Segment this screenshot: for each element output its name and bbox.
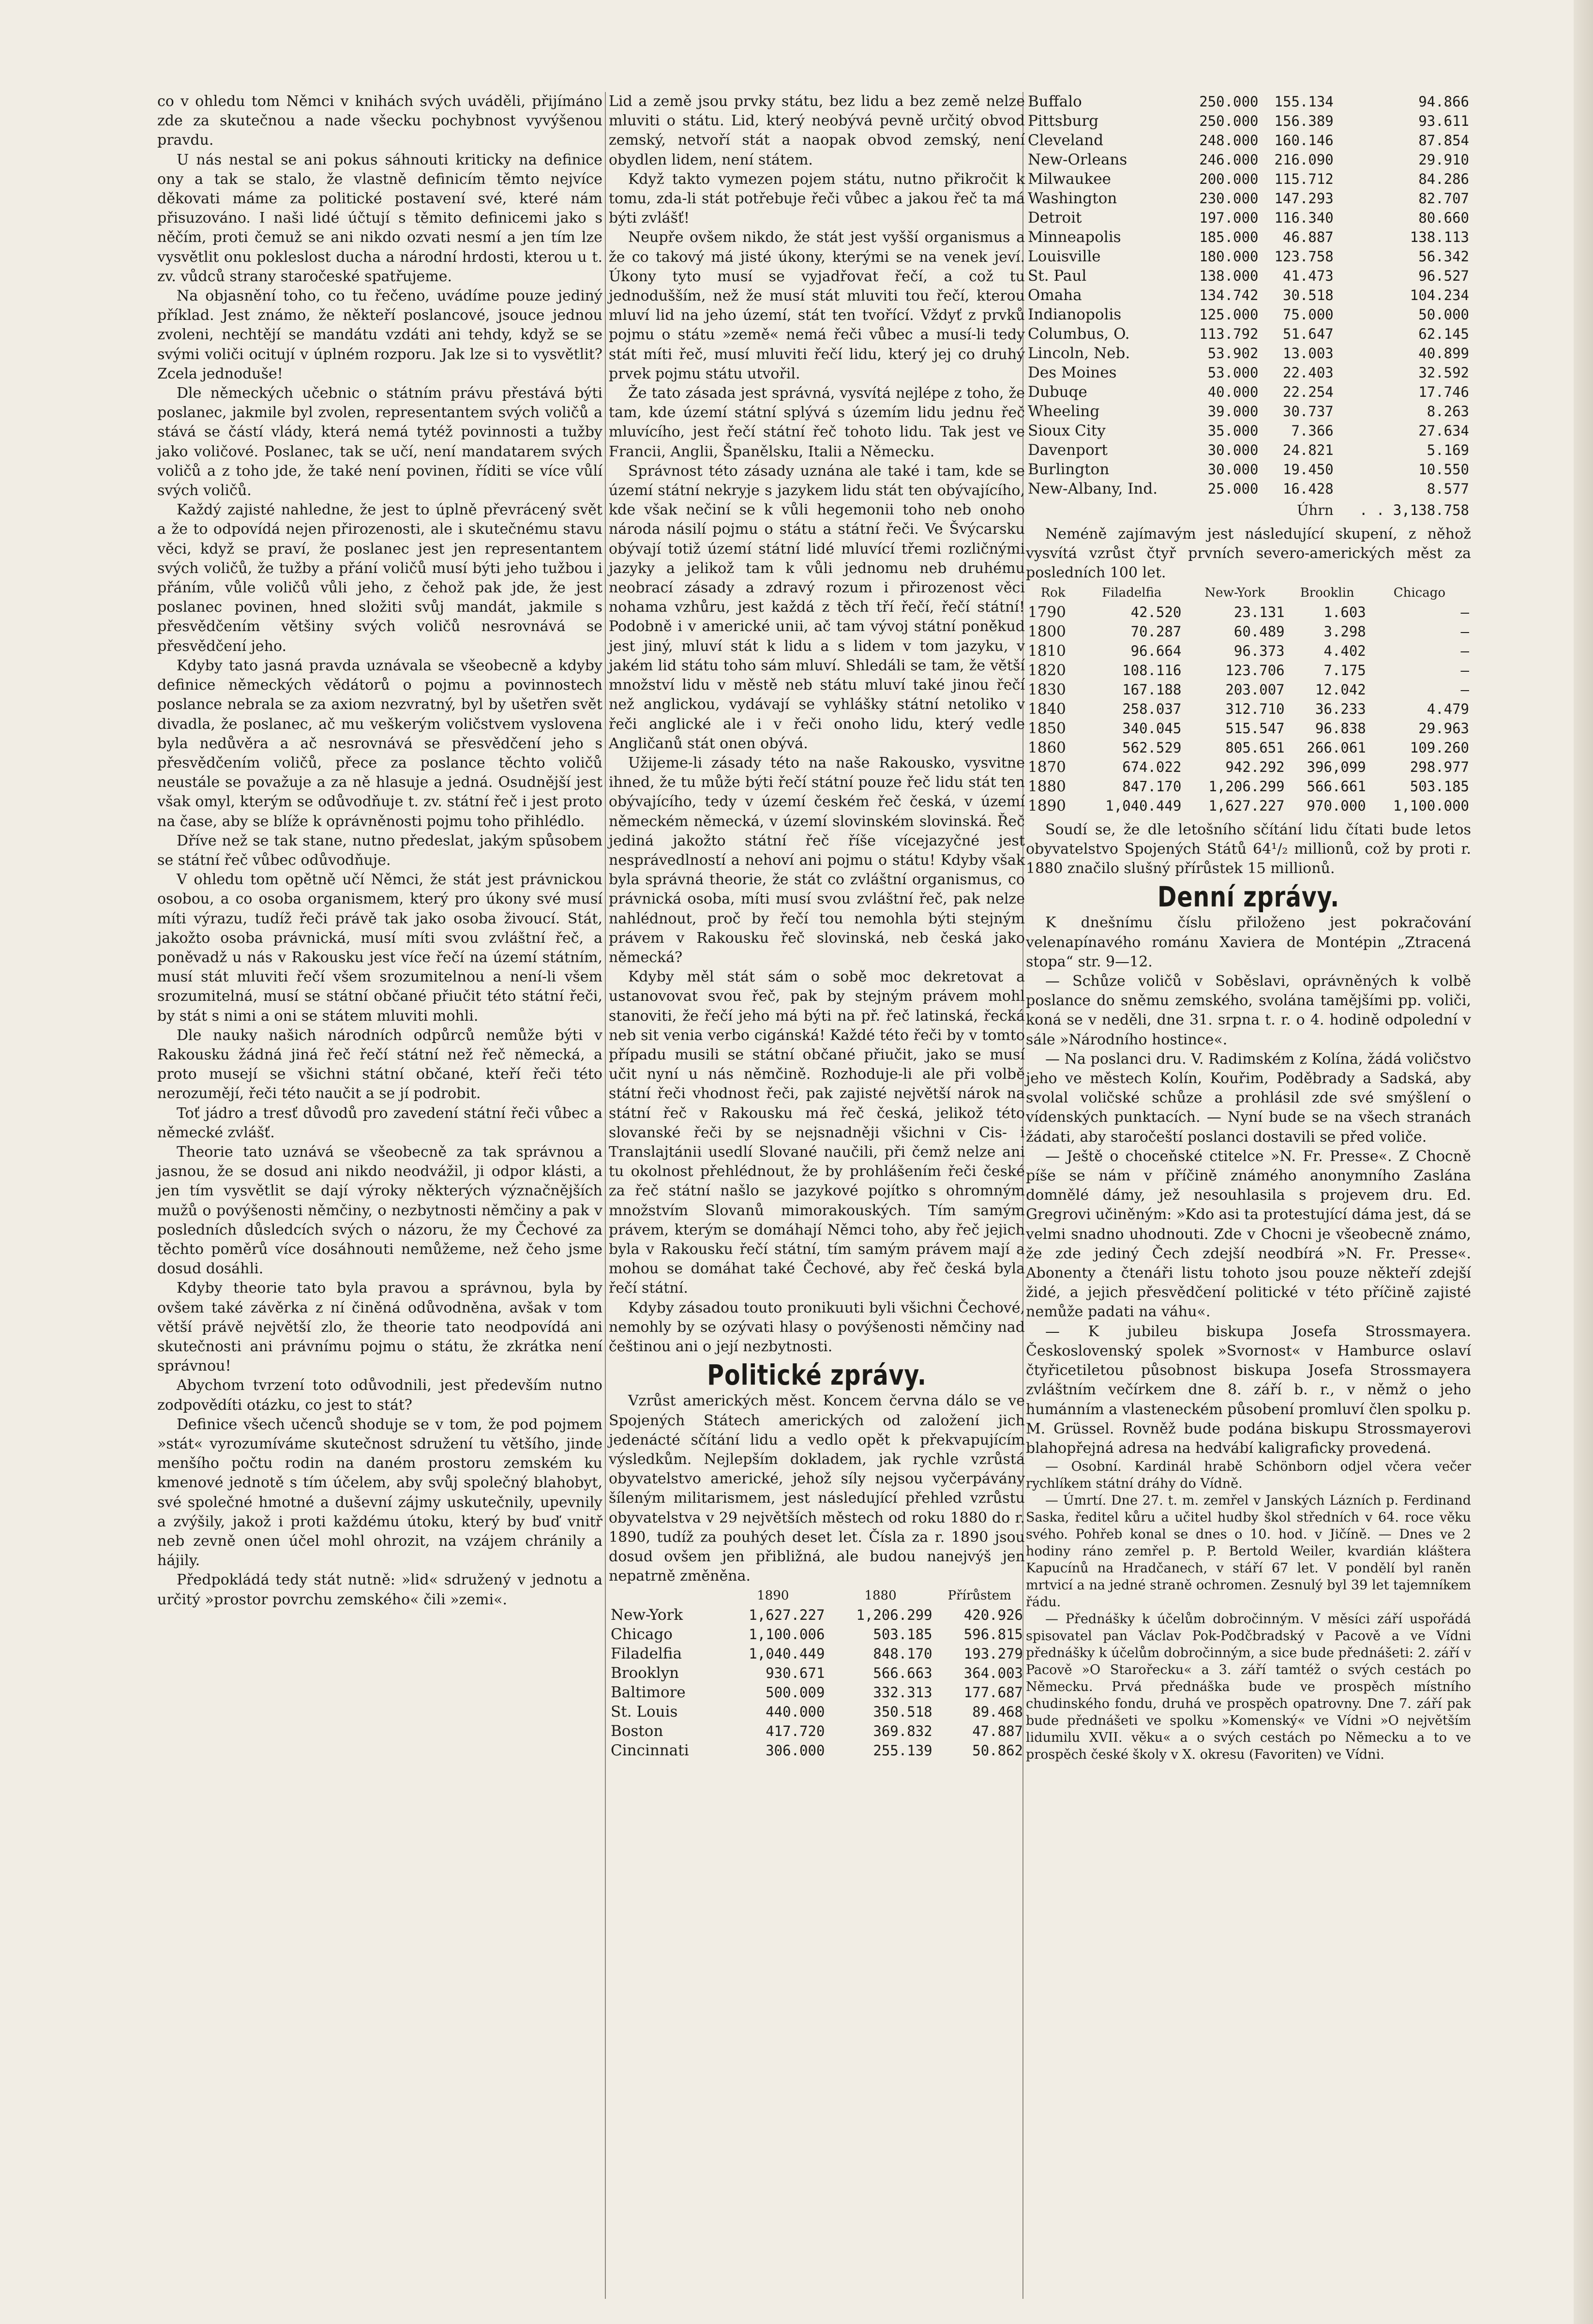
table-cell-label: Washington	[1028, 190, 1117, 207]
paragraph: Když takto vymezen pojem státu, nutno přikročit k tomu, zda-li stát potřebuje řeči vůbec a jakou řeč ta má býti zvlášť!	[609, 170, 1025, 227]
table-cell-label: 1890	[1028, 797, 1066, 815]
table-row	[1026, 796, 1471, 815]
table-cell-value: 155.134	[1274, 93, 1334, 110]
news-item: — Na poslanci dru. V. Radimském z Kolína, žádá voličstvo jeho ve městech Kolín, Kouřim, Poděbrady a Sadská, aby svolal voličské schůze a prohlásil zde své smýšlení o vídenských punktacích. — Nyní bude se na všech stranách žádati, aby staročeští poslanci dostavili se před voliče.	[1026, 1050, 1471, 1146]
table-cell-value: 203.007	[1225, 681, 1285, 698]
total-value: . . 3,138.758	[1359, 502, 1469, 518]
table-header-cell: 1880	[864, 1588, 897, 1603]
table-row	[1026, 131, 1471, 150]
table-cell-value: 60.489	[1233, 623, 1285, 640]
table-row	[1026, 150, 1471, 169]
table-cell-value: 30.000	[1207, 442, 1259, 458]
table-cell-value: 160.146	[1274, 132, 1334, 149]
table-cell-value: 503.185	[873, 1626, 932, 1643]
table-header-cell: Chicago	[1393, 585, 1446, 600]
paragraph: Soudí se, že dle letošního sčítání lidu čítati bude letos obyvatelstvo Spojených Států 64¹/₂ millionů, což by proti r. 1880 značilo slušný přírůstek 15 millionů.	[1026, 821, 1471, 877]
table-row	[1026, 247, 1471, 266]
table-cell-value: 417.720	[766, 1723, 825, 1740]
table-cell-label: 1880	[1028, 777, 1066, 795]
table-cell-value: 250.000	[1199, 93, 1259, 110]
table-row	[1026, 189, 1471, 208]
table-cell-value: 32.592	[1418, 364, 1469, 381]
table-cell-value: 7.366	[1291, 423, 1334, 439]
paragraph: Kdyby zásadou touto pronikuuti byli všichni Čechové, nemohly by se ozývati hlasy o povýšenosti němčiny nad češtinou ani o její nezbytnosti.	[609, 1299, 1025, 1355]
news-item: K dnešnímu číslu přiloženo jest pokračování velenapínavého románu Xaviera de Montépin „Ztracená stopa“ str. 9—12.	[1026, 914, 1471, 970]
table-cell-value: 369.832	[873, 1723, 932, 1740]
table-cell-value: 185.000	[1199, 229, 1259, 245]
table-cell-value: 197.000	[1199, 210, 1259, 226]
table-cell-label: Detroit	[1028, 209, 1082, 226]
table-cell-value: 29.910	[1418, 151, 1469, 168]
table-cell-label: 1810	[1028, 642, 1066, 660]
table-cell-value: 51.647	[1282, 326, 1334, 342]
column-1	[157, 92, 602, 1610]
table-cell-value: 12.042	[1315, 681, 1366, 698]
table-cell-value: 942.292	[1225, 758, 1285, 775]
table-cell-label: Minneapolis	[1028, 228, 1121, 246]
table-cell-value: 35.000	[1207, 423, 1259, 439]
table-cell-value: —	[1460, 623, 1469, 640]
table-cell-value: 805.651	[1225, 739, 1285, 756]
hundred-years-table	[1026, 583, 1471, 815]
table-row	[1026, 622, 1471, 641]
table-cell-value: 84.286	[1418, 171, 1469, 187]
paragraph: Toť jádro a tresť důvodů pro zavedení státní řeči vůbec a německé zvlášť.	[157, 1104, 602, 1141]
table-cell-value: 566.663	[873, 1665, 932, 1682]
table-cell-value: 10.550	[1418, 461, 1469, 478]
table-header-row	[609, 1586, 1025, 1605]
table-cell-value: 125.000	[1199, 306, 1259, 323]
paragraph: Kdyby theorie tato byla pravou a správnou, byla by ovšem také závěrka z ní činěná odůvodněna, avšak v tom větší právě největší zlo, že theorie tato neodpovídá ani skutečnosti ani právnímu pojmu o státu, že zkrátka není správnou!	[157, 1280, 602, 1375]
table-header-cell: Rok	[1040, 585, 1066, 600]
table-cell-value: 25.000	[1207, 481, 1259, 497]
table-row	[1026, 92, 1471, 111]
table-cell-label: Brooklyn	[611, 1664, 679, 1682]
table-row	[1026, 699, 1471, 719]
table-cell-value: 109.260	[1410, 739, 1469, 756]
table-row	[1026, 603, 1471, 622]
table-cell-label: Indianopolis	[1028, 306, 1122, 323]
table-row	[609, 1644, 1025, 1663]
table-cell-value: 40.000	[1207, 384, 1259, 400]
table-cell-label: Columbus, O.	[1028, 325, 1130, 343]
table-cell-label: Lincoln, Neb.	[1028, 345, 1130, 362]
table-cell-value: 250.000	[1199, 113, 1259, 129]
table-cell-value: 1.603	[1323, 604, 1366, 620]
table-cell-value: 29.963	[1418, 720, 1469, 737]
table-cell-value: 3.298	[1323, 623, 1366, 640]
table-cell-label: Cincinnati	[611, 1742, 689, 1760]
table-cell-value: 177.687	[963, 1684, 1023, 1701]
table-cell-value: 248.000	[1199, 132, 1259, 149]
table-header-cell: 1890	[757, 1588, 789, 1603]
table-cell-value: 80.660	[1418, 210, 1469, 226]
table-cell-value: 1,627.227	[749, 1607, 825, 1624]
table-cell-value: 22.254	[1282, 384, 1334, 400]
table-row	[609, 1605, 1025, 1625]
paragraph: Vzrůst amerických měst. Koncem června dálo se ve Spojených Státech amerických od založení jich jedenácté sčítání lidu a vedlo opět k překvapujícím výsledkům. Nejlepším dokladem, jak rychle vzrůstá obyvatelstvo americké, jehož síly nejsou vyčerpávány šíleným militarismem, jest následující přehled vzrůstu obyvatelstva v 29 největších městech od roku 1880 do r. 1890, tudíž za pouhých deset let. Čísla za r. 1890 jsou dosud ovšem jen přibližná, ale budou nanejvýš jen nepatrně změněna.	[609, 1392, 1025, 1585]
table-row	[1026, 680, 1471, 699]
paragraph: Užijeme-li zásady této na naše Rakousko, vysvitne ihned, že tu může býti řečí státní pouze řeč lidu stát ten obývajícího, tedy v území českém řeč česká, v území německém německá, v území slovinském slovinská. Řeč jediná jakožto státní řeč říše vícejazyčné jest nesprávedlností a nehoví ani pojmu o státu! Kdyby však byla správná theorie, že stát co zvláštní organismus, co právnická osoba, míti musí svou zvláštní řeč, pak nelze nahlédnout, proč by řečí tou nemohla býti stejným právem v Rakousku řeč slovinská, neb česká jako německá?	[609, 754, 1025, 966]
table-body	[1026, 603, 1471, 815]
paragraph: co v ohledu tom Němci v knihách svých uváděli, přijímáno zde za skutečnou a nade všecku pochybnost vyvýšenou pravdu.	[157, 93, 602, 149]
table-cell-value: 255.139	[873, 1742, 932, 1759]
table-cell-value: 396,099	[1307, 758, 1366, 775]
column-rule-left	[605, 92, 606, 2299]
table-cell-value: 56.342	[1418, 248, 1469, 265]
table-cell-value: 42.520	[1130, 604, 1182, 620]
paragraph: Každý zajisté nahledne, že jest to úplně převrácený svět a že to odpovídá nejen přirozenosti, ale i skutečnému stavu věci, když se praví, že poslanec jest jen representantem svých voličů, že tužby a přání voličů musí býti jeho tužbou i přáním, vůle voličů vůli jeho, z čehož pak jde, že jest poslanec povinen, hned složiti svůj mandát, jakmile s přesvědčením většiny svých voličů nesrovnává se přesvědčení jeho.	[157, 501, 602, 655]
table-row	[609, 1683, 1025, 1702]
paragraph: Předpokládá tedy stát nutně: »lid« sdružený v jednotu a určitý »prostor povrchu zemského« čili »zemi«.	[157, 1571, 602, 1608]
table-row	[1026, 344, 1471, 363]
table-cell-label: 1850	[1028, 719, 1066, 737]
column-2	[609, 92, 1025, 1760]
table-cell-label: Des Moines	[1028, 364, 1117, 381]
table-cell-label: 1830	[1028, 680, 1066, 698]
table-row	[1026, 479, 1471, 498]
paragraph: Neméně zajímavým jest následující skupení, z něhož vysvítá vzrůst čtyř prvních severo-amerických měst za posledních 100 let.	[1026, 526, 1471, 582]
table-row	[1026, 382, 1471, 402]
table-cell-value: 1,627.227	[1208, 797, 1285, 814]
news-item: — Osobní. Kardinál hrabě Schönborn odjel včera večer rychlíkem státní dráhy do Vídně.	[1026, 1459, 1471, 1492]
table-cell-value: 1,100.000	[1393, 797, 1469, 814]
section-title-politicke-zpravy: Politické zprávy.	[707, 1358, 927, 1392]
table-cell-value: —	[1460, 604, 1469, 620]
table-row	[1026, 266, 1471, 286]
table-row	[609, 1702, 1025, 1721]
table-cell-value: 82.707	[1418, 190, 1469, 207]
table-cell-value: 340.045	[1122, 720, 1182, 737]
table-cell-value: 96.838	[1315, 720, 1366, 737]
table-row	[1026, 305, 1471, 324]
table-row	[1026, 169, 1471, 189]
table-cell-value: 89.468	[972, 1704, 1023, 1720]
section-title-denni-zpravy: Denní zprávy.	[1157, 880, 1339, 914]
paragraph: Na objasnění toho, co tu řečeno, uvádíme pouze jediný příklad. Jest známo, že někteří poslancové, jsouce jednou zvoleni, nechtějí se mandátu vzdáti ani tehdy, když se se svými voliči ocitují v úplném rozporu. Jak lze si to vysvětlit? Zcela jednoduše!	[157, 287, 602, 382]
table-row	[1026, 440, 1471, 460]
table-cell-value: 1,040.449	[1105, 797, 1182, 814]
page-fold-shadow	[1574, 0, 1593, 2324]
table-cell-value: 515.547	[1225, 720, 1285, 737]
table-cell-value: 23.131	[1233, 604, 1285, 620]
table-cell-label: Cleveland	[1028, 132, 1104, 149]
table-cell-label: Pittsburg	[1028, 112, 1099, 130]
paragraph: Kdyby tato jasná pravda uznávala se všeobecně a kdyby definice německých vědátorů o pojmu a povinnostech poslance nebrala se za axiom nezvratný, byl by ušetřen svět divadla, že poslanec, ač mu veškerým voličstvem vyslovena byla nedůvěra a ač nesrovnává se přesvědčení jeho s přesvědčením voličů, přece za poslance těchto voličů neustále se považuje a za ně hlasuje a jedná. Osudnější jest však omyl, kterým se odůvodňuje t. zv. státní řeč i jest proto na čase, aby se blíže k oprávněnosti pojmu toho přihlédlo.	[157, 657, 602, 830]
table-cell-label: Davenport	[1028, 441, 1108, 459]
paragraph: Theorie tato uznává se všeobecně za tak správnou a jasnou, že se dosud ani nikdo neodvážil, ji odpor klásti, a jen tím vysvětlit se dají výroky některých význačnějších mužů o povýšenosti němčiny, o nezbytnosti němčiny a pak v posledních důsledcích svých o názoru, že my Čechové za těchto poměrů více dosáhnouti nemůžeme, než čeho jsme dosud dosáhli.	[157, 1143, 602, 1278]
total-label: Úhrn	[1297, 502, 1334, 518]
table-cell-label: New-Albany, Ind.	[1028, 480, 1158, 498]
news-item: — Úmrtí. Dne 27. t. m. zemřel v Janských Lázních p. Ferdinand Saska, ředitel kůru a učitel hudby škol středních v 64. roce věku svého. Pohřeb konal se dnes o 10. hod. v Jičíně. — Dnes ve 2 hodiny ráno zemřel p. P. Bertold Weiler, kvardián kláštera Kapucínů na Hradčanech, v stáří 67 let. V pondělí byl raněn mrtvicí a na jedné straně ochromen. Zesnulý byl 39 let tajemníkem řádu.	[1026, 1493, 1471, 1610]
table-cell-value: 22.403	[1282, 364, 1334, 381]
table-cell-label: Baltimore	[611, 1684, 686, 1702]
table-row	[1026, 719, 1471, 738]
table-cell-value: 108.116	[1122, 662, 1182, 679]
paragraph: Definice všech učenců shoduje se v tom, že pod pojmem »stát« vyrozumíváme skutečnost sdružení tu většího, jinde menšího počtu rodin na daném prostoru zemském ku kmenové jednotě s tím účelem, aby svůj společný blahobyt, své společné hmotné a duševní zájmy uskutečnily, upevnily a zvýšily, jakož i proti každému útoku, který by buď vnitř neb zevně onen účel mohl ohrozit, na vzájem chránily a hájily.	[157, 1416, 602, 1569]
table-cell-value: 193.279	[963, 1645, 1023, 1662]
paragraph: Abychom tvrzení toto odůvodnili, jest především nutno zodpovědíti otázku, co jest to stát?	[157, 1377, 602, 1414]
table-cell-value: 180.000	[1199, 248, 1259, 265]
table-cell-label: Louisville	[1028, 248, 1101, 265]
table-cell-value: 1,040.449	[749, 1645, 825, 1662]
table-row	[609, 1741, 1025, 1760]
paragraph: Dříve než se tak stane, nutno předeslat, jakým spůsobem se státní řeč vůbec odůvodňuje.	[157, 832, 602, 869]
table-cell-value: 420.926	[963, 1607, 1023, 1624]
table-cell-label: Filadelfia	[611, 1645, 682, 1663]
table-cell-value: 104.234	[1410, 287, 1469, 303]
paragraph: V ohledu tom opětně učí Němci, že stát jest právnickou osobou, a co osoba organismem, který pro úkony své musí míti výrazu, tudíž řeči právě tak jako osoba živoucí. Stát, jakožto osoba právnická, musí míti svou zvláštní řeč, a poněvadž u nás v Rakousku jest více řečí na území státním, musí stát mluviti řečí všem srozumitelnou a není-li všem srozumitelná, musí se státní občané přiučit této státní řeči, by stát s nimi a oni se státem mluviti mohli.	[157, 871, 602, 1025]
table-cell-value: 30.518	[1282, 287, 1334, 303]
table-header-cell	[609, 1586, 719, 1605]
table-cell-value: 123.706	[1225, 662, 1285, 679]
paragraph: U nás nestal se ani pokus sáhnouti kriticky na definice ony a tak se stalo, že vlastně definicím těmto nejvíce děkovati máme za politické postavení své, které nám přisuzováno. I naši lidé účtují s těmito definicemi jako s něčím, proti čemuž se ani nikdo ozvati nesmí a jen tím lze vysvětlit onu pokleslost ducha a národní hrdosti, kterou u t. zv. vůdců strany staročeské spatřujeme.	[157, 151, 602, 285]
table-body	[609, 1605, 1025, 1760]
table-cell-value: 30.000	[1207, 461, 1259, 478]
table-cell-value: 39.000	[1207, 403, 1259, 420]
table-cell-value: 930.671	[766, 1665, 825, 1682]
table-cell-value: 96.373	[1233, 642, 1285, 659]
table-cell-label: 1840	[1028, 700, 1066, 718]
table-cell-label: 1870	[1028, 758, 1066, 776]
table-row	[1026, 286, 1471, 305]
table-cell-value: 50.862	[972, 1742, 1023, 1759]
table-body	[1026, 92, 1471, 498]
table-row	[609, 1663, 1025, 1683]
table-cell-value: —	[1460, 642, 1469, 659]
table-cell-value: 47.887	[972, 1723, 1023, 1740]
table-cell-value: 258.037	[1122, 700, 1182, 717]
paragraph: Lid a země jsou prvky státu, bez lidu a bez země nelze mluviti o státu. Lid, který neobývá pevně určitý obvod zemský, netvoří stát a naopak obvod zemský, není obydlen lidem, není státem.	[609, 93, 1025, 168]
table-cell-label: 1800	[1028, 622, 1066, 640]
table-cell-value: 96.527	[1418, 268, 1469, 284]
table-header-row	[1026, 583, 1471, 603]
table-cell-value: 440.000	[766, 1704, 825, 1720]
city-growth-table-part2	[1026, 92, 1471, 520]
table-cell-value: 147.293	[1274, 190, 1334, 207]
table-header-cell: Přírůstem	[947, 1588, 1011, 1603]
table-cell-value: 4.479	[1427, 700, 1469, 717]
paragraph: Správnost této zásady uznána ale také i tam, kde se území státní nekryje s jazykem lidu stát ten obývajícího, kde však nečiní se k vůli hegemonii toho neb onoho národa násilí pojmu o státu a státní řeči. Ve Švýcarsku obývají totiž území státní lidé mluvící třemi rozličnými jazyky a jelikož tam k vůli jednomu neb druhému neobrací zásady a zdravý rozum i přirozenost věci nohama vzhůru, jest každá z těch tří řečí, řečí státní! Podobně i v americké unii, ač tam vývoj státní poněkud jest jiný, mluví stát k lidu a s lidem v tom jazyku, v jakém lid státu toho sám mluví. Shledáli se tam, že větší množství lidu v městě neb státu mluví také jinou řečí než anglickou, vydávají se vyhlášky státní netoliko v řeči anglické ale i v řeči onoho lidu, který vedle Angličanů stát onen obývá.	[609, 462, 1025, 752]
table-cell-value: 46.887	[1282, 229, 1334, 245]
table-cell-value: 246.000	[1199, 151, 1259, 168]
table-cell-value: 5.169	[1427, 442, 1469, 458]
table-cell-value: 156.389	[1274, 113, 1334, 129]
table-cell-value: 19.450	[1282, 461, 1334, 478]
table-row	[1026, 460, 1471, 479]
table-header-cell: Filadelfia	[1102, 585, 1162, 600]
table-row	[1026, 777, 1471, 796]
news-item: — Přednášky k účelům dobročinným. V měsíci září uspořádá spisovatel pan Václav Pok-Podčbradský v Pacově a ve Vídni přednášky k účelům dobročinným, a sice bude přednášeti: 2. září v Pacově »O Starořecku« a 3. září tamtéž o svých cestách po Německu. Prvá přednáška bude ve prospěch místního chudinského fondu, druhá ve prospěch opatrovny. Dne 7. září pak bude přednášeti ve spolku »Komenský« ve Vídni »O největším lidumilu XVII. věku« a o svých cestách po Německu a to ve prospěch české školy v X. okresu (Favoriten) ve Vídni.	[1026, 1612, 1471, 1763]
table-cell-value: 50.000	[1418, 306, 1469, 323]
table-cell-value: 123.758	[1274, 248, 1334, 265]
table-cell-label: Boston	[611, 1722, 663, 1740]
table-cell-value: 27.634	[1418, 423, 1469, 439]
table-cell-value: 96.664	[1130, 642, 1182, 659]
table-cell-value: 75.000	[1282, 306, 1334, 323]
paragraph: Neupře ovšem nikdo, že stát jest vyšší organismus a že co takový má jisté úkony, kterými se na venek jeví. Úkony tyto musí se vyjadřovat řečí, a což tu jednodušším, než že musí stát mluviti tou řečí, kterou mluví lid na jeho území, stát ten tvořící. Vždyť z prvků pojmu o státu »země« nemá řeči vůbec a musí-li tedy stát míti řeč, musí mluviti řečí lidu, který jej co druhý prvek pojmu státu utvořil.	[609, 229, 1025, 382]
table-cell-value: 500.009	[766, 1684, 825, 1701]
table-row	[1026, 402, 1471, 421]
table-cell-value: —	[1460, 681, 1469, 698]
table-cell-label: Omaha	[1028, 287, 1082, 304]
table-cell-value: 350.518	[873, 1704, 932, 1720]
table-row	[1026, 363, 1471, 382]
table-cell-label: 1860	[1028, 739, 1066, 756]
table-cell-value: 266.061	[1307, 739, 1366, 756]
table-cell-value: 93.611	[1418, 113, 1469, 129]
paragraph: Dle nauky našich národních odpůrců nemůže býti v Rakousku žádná jiná řeč řečí státní než řeč německá, a proto musejí se všichni státní občané, kteří řeči této nerozumějí, řeči této naučit a se jí podrobit.	[157, 1026, 602, 1102]
table-row	[1026, 641, 1471, 661]
table-cell-value: 53.000	[1207, 364, 1259, 381]
table-cell-value: 70.287	[1130, 623, 1182, 640]
table-total-row	[1026, 498, 1471, 520]
table-cell-value: 16.428	[1282, 481, 1334, 497]
table-cell-label: Buffalo	[1028, 93, 1082, 110]
table-cell-label: 1790	[1028, 603, 1066, 621]
table-header-cell: Brooklin	[1300, 585, 1354, 600]
column-3	[1026, 92, 1471, 1763]
table-cell-value: 332.313	[873, 1684, 932, 1701]
news-item: — Schůze voličů v Soběslavi, oprávněných k volbě poslance do sněmu zemského, svolána tamějšími pp. voliči, koná se v neděli, dne 31. srpna t. r. o 4. hodině odpolední v sále »Národního hostince«.	[1026, 973, 1471, 1048]
table-cell-label: New-York	[611, 1606, 683, 1624]
table-row	[1026, 324, 1471, 344]
table-row	[1026, 757, 1471, 777]
table-cell-value: 115.712	[1274, 171, 1334, 187]
table-cell-label: Burlington	[1028, 461, 1110, 478]
table-cell-value: 847.170	[1122, 778, 1182, 795]
table-row	[1026, 738, 1471, 757]
table-cell-value: 1,100.006	[749, 1626, 825, 1643]
table-cell-value: 596.815	[963, 1626, 1023, 1643]
table-cell-value: 30.737	[1282, 403, 1334, 420]
table-cell-value: 364.003	[963, 1665, 1023, 1682]
table-cell-value: 53.902	[1207, 345, 1259, 362]
table-cell-value: 87.854	[1418, 132, 1469, 149]
table-cell-label: Chicago	[611, 1626, 673, 1644]
news-item: — K jubileu biskupa Josefa Strossmayera. Československý spolek »Svornost« v Hamburce oslaví čtyřicetiletou působnost biskupa Josefa Strossmayera zvláštním večírkem dne 8. září b. r., v němž o jeho humánním a vlasteneckém působení promluví člen spolku p. M. Grüssel. Rovněž bude podána biskupu Strossmayerovi blahopřejná adresa na hedvábí kaligraficky provedená.	[1026, 1323, 1471, 1457]
table-cell-value: 24.821	[1282, 442, 1334, 458]
table-cell-value: 306.000	[766, 1742, 825, 1759]
paragraph: Kdyby měl stát sám o sobě moc dekretovat a ustanovovat svou řeč, pak by stejným právem mohl stanoviti, že řečí jeho má býti na př. řeč latinská, řecká neb sit venia verbo cigánská! Každé této řeči by v tomto případu musili se státní občané přiučit, jako se musí učit nyní u nás němčině. Rozhoduje-li ale při volbě státní řeči vhodnost řeči, pak zajisté největší nárok na státní řeč v Rakousku má řeč česká, jelikož této slovanské řeči by se nejsnadněji všichni v Cis- i Translajtánii usedlí Slované naučili, při čemž nelze ani tu okolnost přehlédnout, že by prohlášením řeči české za řeč státní našlo se jazykové pojítko s ohromným množstvím Slovanů mimorakouských. Tím samým právem, kterým se domáhají Němci toho, aby řeč jejich byla v Rakousku řečí státní, tím samým právem mají a mohou se domáhat také Čechové, aby řeč česká byla řečí státní.	[609, 968, 1025, 1297]
paragraph: Že tato zásada jest správná, vysvítá nejlépe z toho, že tam, kde území státní splývá s územím lidu jednu řeč mluvícího, jest řečí státní řeč tohoto lidu. Tak jest ve Francii, Anglii, Španělsku, Italii a Německu.	[609, 385, 1025, 460]
table-cell-value: 7.175	[1323, 662, 1366, 679]
table-row	[609, 1625, 1025, 1644]
city-growth-table-part1	[609, 1586, 1025, 1760]
table-cell-value: —	[1460, 662, 1469, 679]
table-cell-value: 848.170	[873, 1645, 932, 1662]
table-cell-value: 40.899	[1418, 345, 1469, 362]
table-row	[1026, 227, 1471, 247]
table-cell-value: 138.113	[1410, 229, 1469, 245]
table-cell-value: 200.000	[1199, 171, 1259, 187]
table-cell-value: 230.000	[1199, 190, 1259, 207]
table-row	[1026, 661, 1471, 680]
table-cell-value: 62.145	[1418, 326, 1469, 342]
table-cell-value: 134.742	[1199, 287, 1259, 303]
table-cell-value: 8.577	[1427, 481, 1469, 497]
table-cell-label: Wheeling	[1028, 403, 1100, 420]
table-cell-value: 17.746	[1418, 384, 1469, 400]
table-row	[609, 1721, 1025, 1741]
table-cell-value: 36.233	[1315, 700, 1366, 717]
table-row	[1026, 111, 1471, 131]
news-item: — Ještě o choceňské ctitelce »N. Fr. Presse«. Z Chocně píše se nám v příčině známého anonymního Zaslána domnělé dámy, jež nesouhlasila s projevem dru. Ed. Gregrovi učiněným: »Kdo asi ta protestující dáma jest, dá se velmi snadno uhodnouti. Zde v Chocni je všeobecně známo, že zde jediný Čech zdejší neodbírá »N. Fr. Presse«. Abonenty a čtenáři listu tohoto jsou pouze někteří zdejší židé, a jejich přesvědčení politické v této příčině zajisté nemůže padati na váhu«.	[1026, 1147, 1471, 1321]
paragraph: Dle německých učebnic o státním právu přestává býti poslanec, jakmile byl zvolen, representantem svých voličů a stává se částí vlády, která nemá tytéž povinnosti a tužby jako voličové. Poslanec, tak se učí, není mandatarem svých voličů a z toho jde, že také není povinen, říditi se více vůlí svých voličů.	[157, 385, 602, 499]
table-cell-value: 41.473	[1282, 268, 1334, 284]
table-cell-value: 566.661	[1307, 778, 1366, 795]
table-cell-value: 312.710	[1225, 700, 1285, 717]
table-cell-label: New-Orleans	[1028, 151, 1127, 168]
table-cell-value: 674.022	[1122, 758, 1182, 775]
table-cell-value: 1,206.299	[856, 1607, 932, 1624]
table-cell-value: 503.185	[1410, 778, 1469, 795]
table-cell-value: 138.000	[1199, 268, 1259, 284]
table-row	[1026, 208, 1471, 227]
table-cell-label: St. Louis	[611, 1703, 678, 1721]
table-cell-label: Milwaukee	[1028, 170, 1112, 188]
table-cell-value: 113.792	[1199, 326, 1259, 342]
table-cell-value: 216.090	[1274, 151, 1334, 168]
table-cell-value: 4.402	[1323, 642, 1366, 659]
table-cell-value: 562.529	[1122, 739, 1182, 756]
table-cell-label: Dubuqe	[1028, 383, 1087, 401]
table-cell-value: 116.340	[1274, 210, 1334, 226]
table-header-cell: New-York	[1204, 585, 1265, 600]
table-cell-label: Sioux City	[1028, 422, 1106, 439]
table-cell-value: 8.263	[1427, 403, 1469, 420]
table-cell-value: 167.188	[1122, 681, 1182, 698]
table-cell-value: 13.003	[1282, 345, 1334, 362]
table-row	[1026, 421, 1471, 440]
table-cell-label: St. Paul	[1028, 267, 1087, 285]
table-cell-label: 1820	[1028, 661, 1066, 679]
table-cell-value: 298.977	[1410, 758, 1469, 775]
table-cell-value: 1,206.299	[1208, 778, 1285, 795]
table-cell-value: 970.000	[1307, 797, 1366, 814]
table-cell-value: 94.866	[1418, 93, 1469, 110]
